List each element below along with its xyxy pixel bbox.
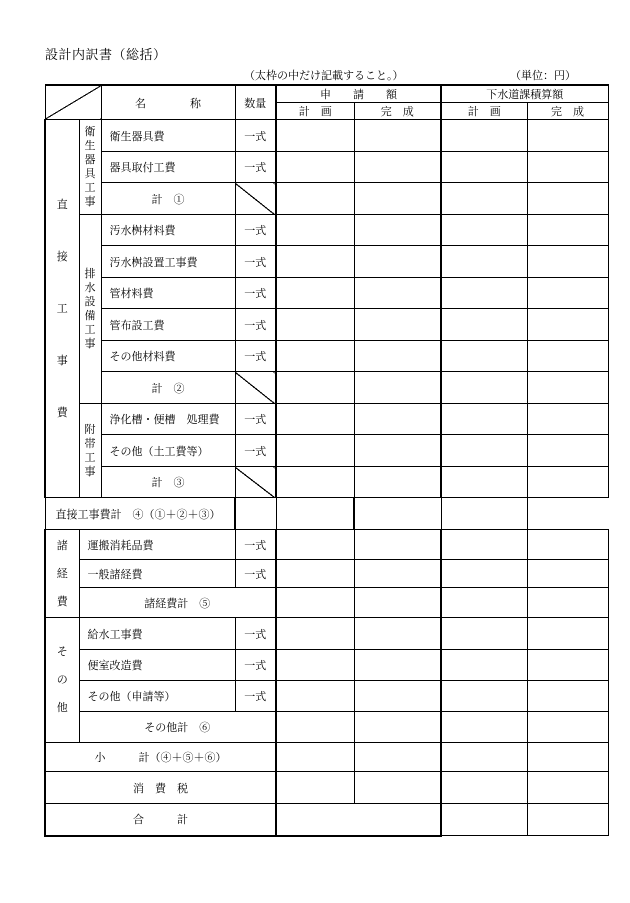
- value-cell: [441, 152, 527, 183]
- row-qty: 一式: [235, 215, 276, 246]
- value-cell: [441, 804, 527, 836]
- group-sonota: そ の 他: [45, 618, 79, 743]
- input-cell[interactable]: [276, 618, 354, 650]
- input-cell[interactable]: [354, 560, 441, 588]
- input-cell[interactable]: [354, 215, 441, 246]
- input-cell[interactable]: [276, 341, 354, 372]
- value-cell: [441, 681, 527, 712]
- value-cell: [527, 372, 608, 404]
- value-cell: [527, 341, 608, 372]
- header-corner: [45, 85, 101, 120]
- value-cell: [441, 650, 527, 681]
- row-qty: 一式: [235, 120, 276, 152]
- input-cell[interactable]: [276, 560, 354, 588]
- row-label: 汚水桝材料費: [101, 215, 235, 246]
- input-cell[interactable]: [354, 588, 441, 618]
- value-cell: [441, 309, 527, 341]
- grand-total-label: 合 計: [45, 804, 276, 836]
- value-cell: [527, 618, 608, 650]
- input-cell[interactable]: [354, 530, 441, 560]
- input-cell[interactable]: [354, 743, 441, 772]
- value-cell: [441, 278, 527, 309]
- table-row: [45, 530, 608, 560]
- row-qty: 一式: [235, 341, 276, 372]
- row-qty: 一式: [235, 309, 276, 341]
- value-cell: [441, 530, 527, 560]
- table-row: [45, 341, 608, 372]
- value-cell: [441, 772, 527, 804]
- table-row: [45, 467, 608, 498]
- value-cell: [441, 183, 527, 215]
- input-cell[interactable]: [276, 404, 354, 435]
- input-cell[interactable]: [354, 309, 441, 341]
- row-qty: 一式: [235, 435, 276, 467]
- row-label: 給水工事費: [79, 618, 235, 650]
- overhead-total-label: 諸経費計 ⑤: [79, 588, 276, 618]
- input-cell[interactable]: [276, 772, 354, 804]
- input-cell[interactable]: [276, 530, 354, 560]
- row-label: その他材料費: [101, 341, 235, 372]
- row-label: その他（申請等）: [79, 681, 235, 712]
- row-qty: 一式: [235, 404, 276, 435]
- group-shokeihi: 諸 経 費: [45, 530, 79, 618]
- row-label: 管材料費: [101, 278, 235, 309]
- instruction-note: （太枠の中だけ記載すること。）: [244, 69, 404, 82]
- value-cell: [527, 435, 608, 467]
- header-qty: 数量: [235, 85, 276, 120]
- header-kansei: 完 成: [354, 103, 441, 120]
- table-row: [45, 743, 608, 772]
- header-kansei-2: 完 成: [527, 103, 608, 120]
- header-keikaku: 計 画: [276, 103, 354, 120]
- value-cell: [441, 404, 527, 435]
- header-row-1: [45, 85, 608, 103]
- breakdown-table: [44, 84, 609, 837]
- value-cell: [527, 588, 608, 618]
- header-shinsei: 申 請 額: [276, 85, 441, 103]
- table-row: [45, 404, 608, 435]
- value-cell: [527, 467, 608, 498]
- row-qty: 一式: [235, 530, 276, 560]
- group-eisei: 衛 生 器 具 工 事: [79, 120, 101, 215]
- other-total-label: その他計 ⑥: [79, 712, 276, 743]
- input-cell[interactable]: [276, 650, 354, 681]
- group-futai: 附 帯 工 事: [79, 404, 101, 498]
- table-row: [45, 804, 608, 836]
- input-cell[interactable]: [276, 498, 354, 530]
- row-qty: 一式: [235, 560, 276, 588]
- row-label: 運搬消耗品費: [79, 530, 235, 560]
- row-qty: 一式: [235, 278, 276, 309]
- input-cell[interactable]: [276, 804, 441, 836]
- input-cell[interactable]: [354, 712, 441, 743]
- input-cell[interactable]: [276, 372, 354, 404]
- row-label: 管布設工費: [101, 309, 235, 341]
- table-row: [45, 681, 608, 712]
- document-title: 設計内訳書（総括）: [45, 48, 167, 63]
- input-cell[interactable]: [354, 183, 441, 215]
- value-cell: [527, 681, 608, 712]
- header-name: 名 称: [101, 85, 235, 120]
- table-row: [45, 560, 608, 588]
- table-row: [45, 183, 608, 215]
- unit-label: （単位：円）: [510, 69, 576, 82]
- input-cell[interactable]: [276, 588, 354, 618]
- value-cell: [527, 215, 608, 246]
- table-row: [45, 152, 608, 183]
- value-cell: [527, 120, 608, 152]
- table-row: [45, 772, 608, 804]
- value-cell: [527, 650, 608, 681]
- row-label: その他（土工費等）: [101, 435, 235, 467]
- input-cell[interactable]: [276, 183, 354, 215]
- table-row: [45, 498, 608, 530]
- value-cell: [527, 743, 608, 772]
- value-cell: [527, 246, 608, 278]
- row-label: 衛生器具費: [101, 120, 235, 152]
- tax-label: 消 費 税: [45, 772, 276, 804]
- input-cell[interactable]: [276, 467, 354, 498]
- input-cell[interactable]: [354, 681, 441, 712]
- row-qty: 一式: [235, 246, 276, 278]
- input-cell[interactable]: [276, 278, 354, 309]
- header-gesuido: 下水道課積算額: [441, 85, 608, 103]
- value-cell: [527, 278, 608, 309]
- subtotal-label: 計 ②: [101, 372, 235, 404]
- table-row: [45, 278, 608, 309]
- diagonal-cell: [235, 467, 276, 498]
- row-label: 一般諸経費: [79, 560, 235, 588]
- row-qty: 一式: [235, 681, 276, 712]
- value-cell: [527, 152, 608, 183]
- value-cell: [354, 498, 441, 530]
- value-cell: [441, 120, 527, 152]
- input-cell[interactable]: [276, 712, 354, 743]
- value-cell: [527, 712, 608, 743]
- value-cell: [527, 804, 608, 836]
- input-cell[interactable]: [354, 152, 441, 183]
- diagonal-cell: [235, 183, 276, 215]
- value-cell: [441, 588, 527, 618]
- value-cell: [527, 530, 608, 560]
- input-cell[interactable]: [354, 618, 441, 650]
- value-cell: [441, 560, 527, 588]
- table-row: [45, 120, 608, 152]
- input-cell[interactable]: [276, 246, 354, 278]
- input-cell[interactable]: [354, 341, 441, 372]
- group-haisui: 排 水 設 備 工 事: [79, 215, 101, 404]
- input-cell[interactable]: [276, 215, 354, 246]
- value-cell: [441, 435, 527, 467]
- table-row: [45, 435, 608, 467]
- input-cell[interactable]: [276, 681, 354, 712]
- subtotal-label: 計 ③: [101, 467, 235, 498]
- input-cell[interactable]: [276, 152, 354, 183]
- direct-cost-total-label: 直接工事費計 ④（①＋②＋③）: [45, 498, 235, 530]
- row-qty: 一式: [235, 618, 276, 650]
- input-cell[interactable]: [354, 772, 441, 804]
- input-cell[interactable]: [354, 404, 441, 435]
- value-cell: [527, 404, 608, 435]
- input-cell[interactable]: [354, 246, 441, 278]
- value-cell: [441, 743, 527, 772]
- value-cell: [441, 467, 527, 498]
- input-cell[interactable]: [354, 120, 441, 152]
- input-cell[interactable]: [276, 120, 354, 152]
- table-row: [45, 650, 608, 681]
- row-qty: 一式: [235, 152, 276, 183]
- table-row: [45, 588, 608, 618]
- input-cell[interactable]: [354, 278, 441, 309]
- table-row: [45, 712, 608, 743]
- input-cell[interactable]: [354, 435, 441, 467]
- row-qty: 一式: [235, 650, 276, 681]
- value-cell: [527, 183, 608, 215]
- value-cell: [441, 246, 527, 278]
- header-keikaku-2: 計 画: [441, 103, 527, 120]
- input-cell[interactable]: [276, 435, 354, 467]
- input-cell[interactable]: [354, 372, 441, 404]
- value-cell: [527, 772, 608, 804]
- value-cell: [527, 560, 608, 588]
- value-cell: [441, 498, 527, 530]
- input-cell[interactable]: [354, 467, 441, 498]
- diagonal-cell: [235, 372, 276, 404]
- value-cell: [441, 341, 527, 372]
- table-row: [45, 372, 608, 404]
- row-label: 器具取付工費: [101, 152, 235, 183]
- value-cell: [441, 618, 527, 650]
- value-cell: [441, 712, 527, 743]
- value-cell: [441, 215, 527, 246]
- table-row: [45, 246, 608, 278]
- subtotal-label: 計 ①: [101, 183, 235, 215]
- table-row: [45, 618, 608, 650]
- value-cell: [527, 309, 608, 341]
- value-cell: [441, 372, 527, 404]
- row-label: 便室改造費: [79, 650, 235, 681]
- row-label: 汚水桝設置工事費: [101, 246, 235, 278]
- table-row: [45, 215, 608, 246]
- input-cell[interactable]: [354, 650, 441, 681]
- row-label: 浄化槽・便槽 処理費: [101, 404, 235, 435]
- input-cell[interactable]: [235, 498, 276, 530]
- input-cell[interactable]: [276, 309, 354, 341]
- input-cell[interactable]: [276, 743, 354, 772]
- table-row: [45, 309, 608, 341]
- subtotal-row-label: 小 計（④＋⑤＋⑥）: [45, 743, 276, 772]
- group-chokusetsu: 直 接 工 事 費: [45, 120, 79, 498]
